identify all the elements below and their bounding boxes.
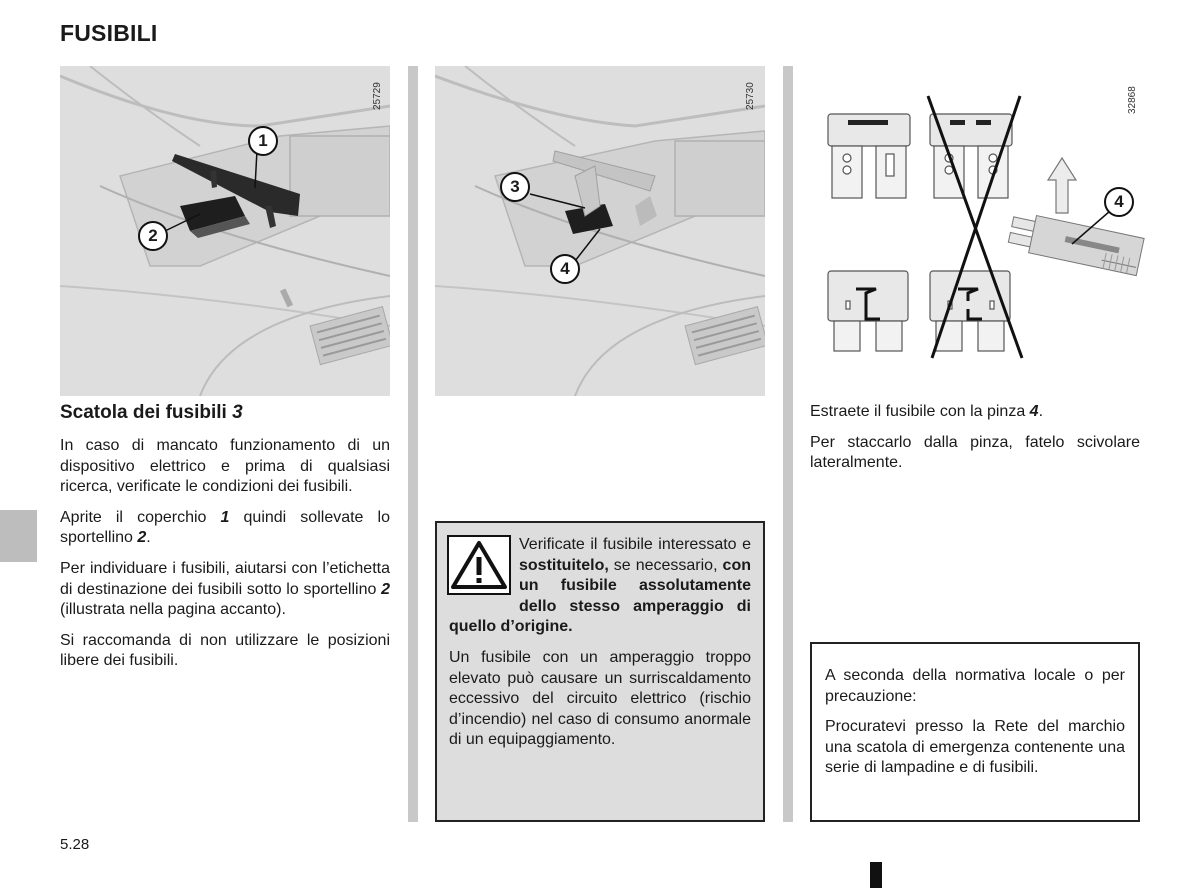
paragraph: In caso di mancato funzionamento di un dispositivo elettrico e prima di qualsiasi ricerca, verificate le condizioni dei fusibili. (60, 437, 390, 496)
callout-1: 1 (248, 126, 278, 156)
figure-dashboard-fuse-cover (60, 66, 390, 396)
paragraph: Un fusibile con un amperaggio troppo elevato può causare un surriscaldamento eccessivo del circuito elettrico (rischio d’incendio) nel caso di consumo anormale di un equipaggiamento. (449, 648, 751, 749)
paragraph: Aprite il coperchio 1 quindi sollevate lo sportellino 2. (60, 508, 390, 547)
dashboard-illustration (60, 66, 390, 396)
note-box (810, 642, 1140, 822)
note-text (825, 666, 1125, 779)
figure-code: 32868 (1127, 86, 1138, 114)
fuse-diagram (810, 66, 1150, 366)
figure-fuse-puller (810, 66, 1150, 366)
paragraph: Per individuare i fusibili, aiutarsi con l’etichetta di destinazione dei fusibili sotto lo sportellino 2 (illustrata nella pagina accanto). (60, 559, 390, 619)
section-heading-ref: 3 (232, 402, 243, 423)
callout-3: 3 (500, 172, 530, 202)
column-separator (408, 66, 418, 822)
warning-triangle-icon (447, 535, 511, 595)
warning-text: Verificate il fusibile interessato e sostituitelo, se necessario, con un fusibile assolutamente dello stesso amperaggio di quello d’origine. Un fusibile con un amperaggio troppo elevato può causare un surriscaldamento eccessivo del circuito elettrico (rischio d’incendio) nel caso di consumo anormale di un equipaggiamento. (449, 535, 751, 751)
page-title: FUSIBILI (60, 20, 158, 46)
left-column-text (60, 436, 390, 682)
warning-box (435, 521, 765, 822)
fuse-box-illustration (435, 66, 765, 396)
column-separator (783, 66, 793, 822)
page-number: 5.28 (60, 836, 90, 853)
figure-code: 25729 (372, 82, 383, 110)
figure-code: 25730 (745, 82, 756, 110)
callout-4: 4 (550, 254, 580, 284)
page-marker (870, 862, 882, 888)
section-heading (60, 402, 243, 424)
paragraph: Si raccomanda di non utilizzare le posizioni libere dei fusibili. (60, 631, 390, 670)
callout-4: 4 (1104, 187, 1134, 217)
section-heading-text: Scatola dei fusibili (60, 402, 227, 423)
paragraph: A seconda della normativa locale o per precauzione: (825, 667, 1125, 705)
right-column-text (810, 402, 1140, 484)
paragraph: Estraete il fusibile con la pinza 4. (810, 403, 1044, 420)
paragraph: Per staccarlo dalla pinza, fatelo scivolare lateralmente. (810, 433, 1140, 472)
paragraph: Procuratevi presso la Rete del marchio una scatola di emergenza contenente una serie di lampadine e di fusibili. (825, 718, 1125, 777)
callout-2: 2 (138, 221, 168, 251)
figure-fuse-box-closeup (435, 66, 765, 396)
chapter-tab (0, 510, 37, 562)
